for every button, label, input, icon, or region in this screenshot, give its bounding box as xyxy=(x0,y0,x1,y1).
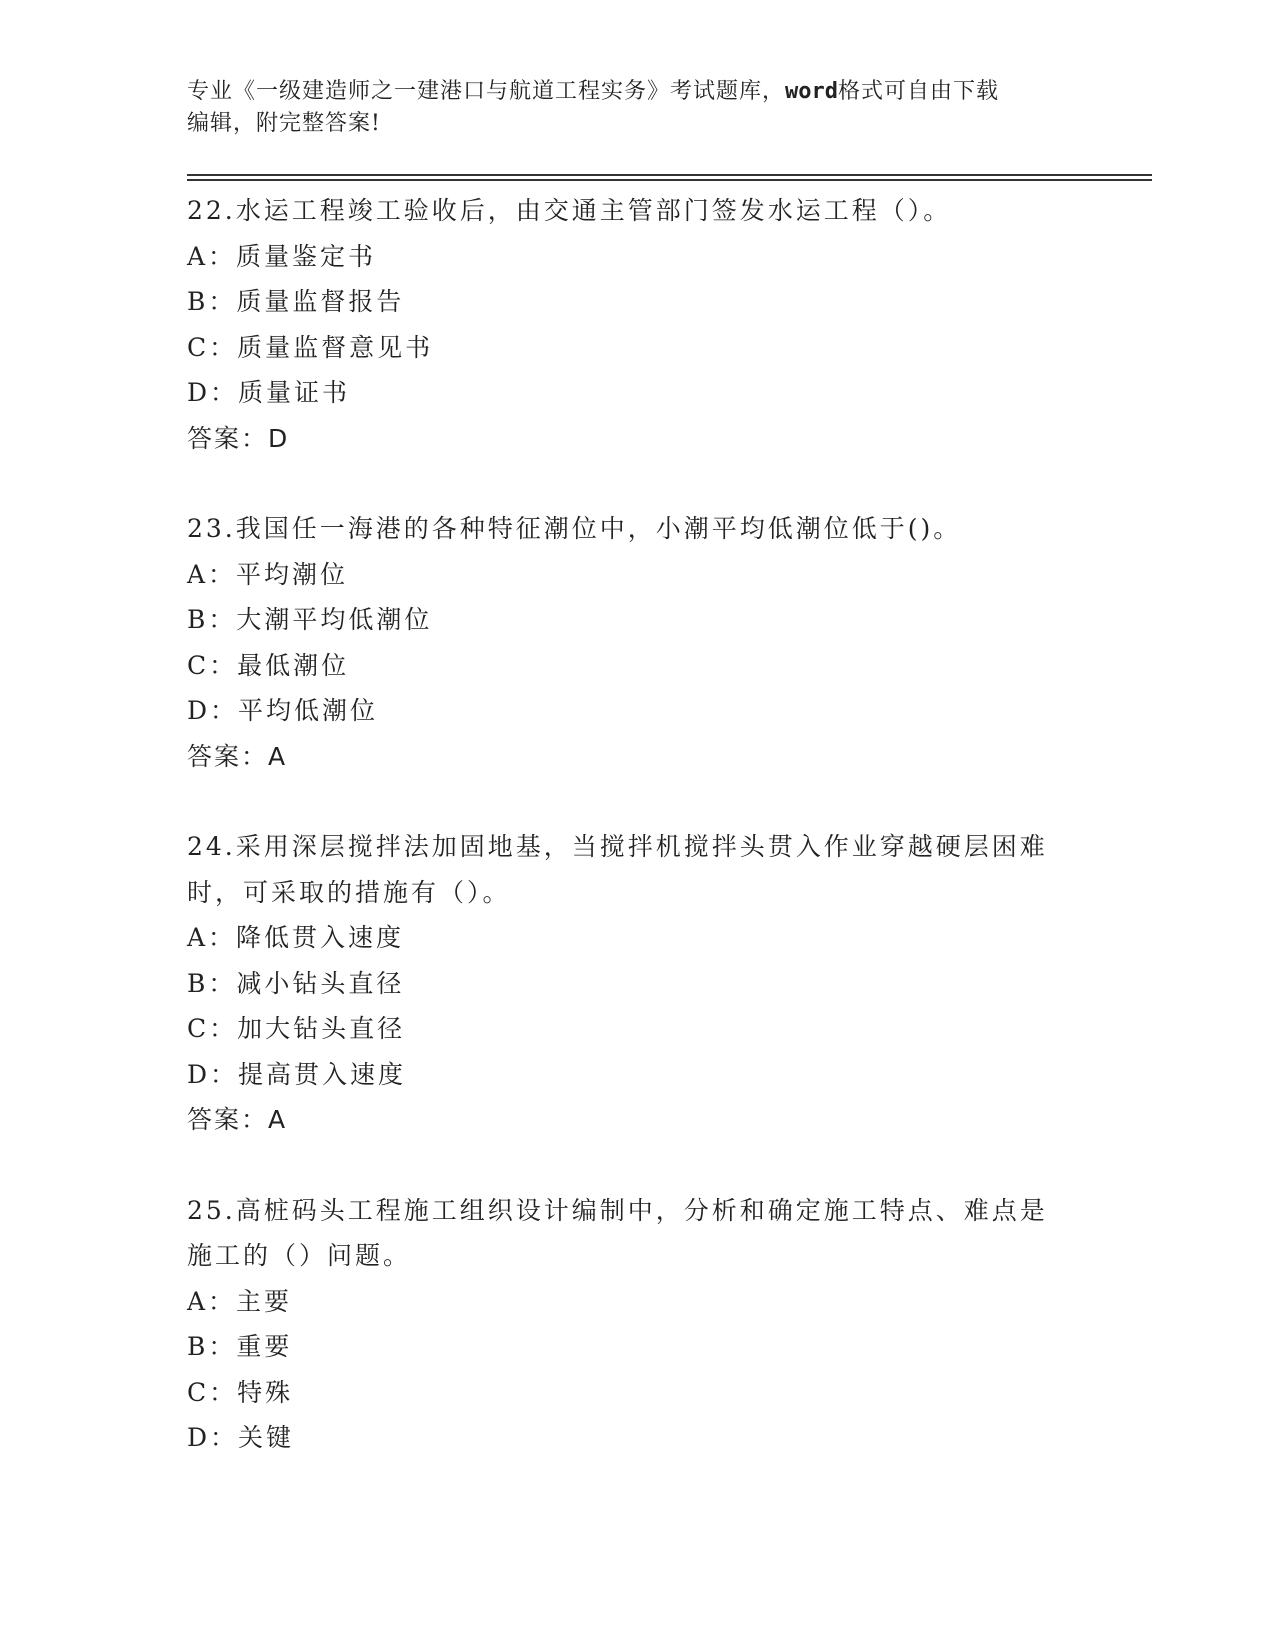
header-line-1 xyxy=(187,76,1067,108)
answer-option: C：特殊 xyxy=(187,1377,294,1407)
answer-option: A：质量鉴定书 xyxy=(187,241,377,271)
answer-key: 答案：A xyxy=(187,741,288,771)
answer-option: B：大潮平均低潮位 xyxy=(187,605,433,634)
answer-option: A：平均潮位 xyxy=(187,559,349,589)
question-stem: 22.水运工程竣工验收后，由交通主管部门签发水运工程（）。 xyxy=(187,196,952,225)
header-divider-bottom xyxy=(187,179,1152,181)
header-divider-top xyxy=(187,174,1152,176)
question-block xyxy=(187,506,1087,779)
answer-option: D：质量证书 xyxy=(187,378,351,407)
answer-option: B：减小钻头直径 xyxy=(187,968,405,998)
answer-key: 答案：D xyxy=(187,423,290,453)
answer-option: B：质量监督报告 xyxy=(187,287,405,316)
answer-option: C：加大钻头直径 xyxy=(187,1014,406,1043)
question-list xyxy=(187,188,1087,1506)
answer-option: A：降低贯入速度 xyxy=(187,923,405,952)
header-word-label: word xyxy=(785,79,838,104)
header-line-1-suffix: 格式可自由下载 xyxy=(838,79,1000,104)
document-header xyxy=(187,76,1067,140)
question-block xyxy=(187,1188,1087,1461)
answer-option: B：重要 xyxy=(187,1332,293,1361)
question-stem: 24.采用深层搅拌法加固地基，当搅拌机搅拌头贯入作业穿越硬层困难 xyxy=(187,832,1048,861)
answer-option: A：主要 xyxy=(187,1286,293,1316)
question-stem: 时，可采取的措施有（）。 xyxy=(187,877,511,907)
question-block xyxy=(187,188,1087,461)
question-stem: 施工的（）问题。 xyxy=(187,1241,412,1270)
question-stem: 23.我国任一海港的各种特征潮位中，小潮平均低潮位低于()。 xyxy=(187,514,962,543)
answer-option: C：最低潮位 xyxy=(187,650,350,680)
answer-option: D：平均低潮位 xyxy=(187,696,379,725)
answer-option: D：关键 xyxy=(187,1423,295,1452)
question-block xyxy=(187,824,1087,1143)
header-line-2: 编辑，附完整答案! xyxy=(187,111,381,136)
answer-option: D：提高贯入速度 xyxy=(187,1059,407,1089)
answer-option: C：质量监督意见书 xyxy=(187,332,434,362)
question-stem: 25.高桩码头工程施工组织设计编制中，分析和确定施工特点、难点是 xyxy=(187,1195,1048,1225)
header-line-1-prefix: 专业《一级建造师之一建港口与航道工程实务》考试题库， xyxy=(187,79,786,104)
answer-key: 答案：A xyxy=(187,1105,288,1134)
